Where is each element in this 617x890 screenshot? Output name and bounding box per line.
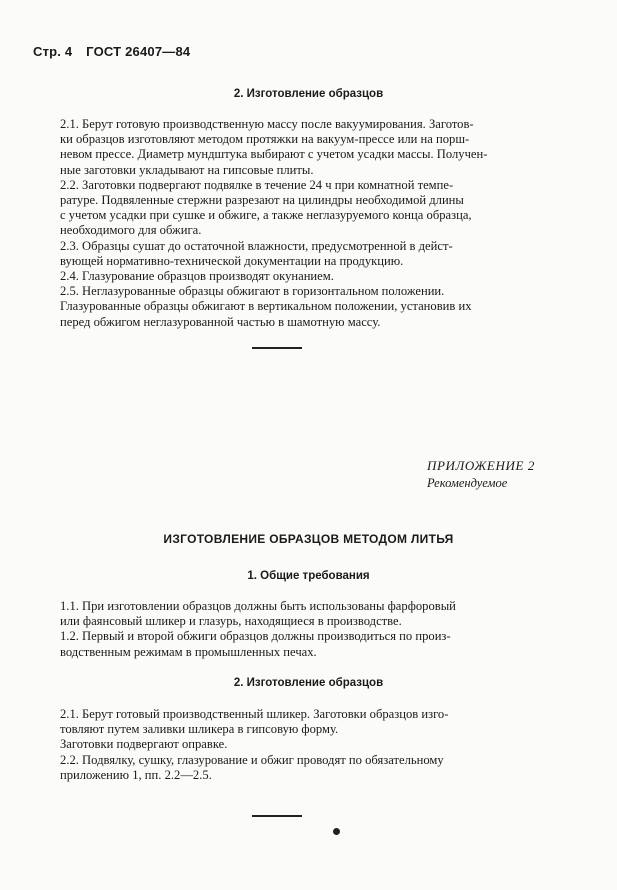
text-line: Заготовки подвергают оправке. (60, 737, 228, 752)
section1-title: 1. Общие требования (247, 570, 370, 582)
text-line: 2.2. Заготовки подвергают подвялке в течение 24 ч при комнатной темпе- (60, 177, 454, 192)
section-top-title: 2. Изготовление образцов (233, 88, 384, 100)
text-line: водственным режимам в промышленных печах. (60, 644, 317, 659)
ink-dot (333, 828, 340, 835)
section2-body (60, 707, 547, 783)
text-line: ратуре. Подвяленные стержни разрезают на цилиндры необходимой длины (60, 193, 464, 208)
text-line: 2.1. Берут готовую производственную массу после вакуумирования. Заготов- (60, 117, 474, 131)
divider-rule (252, 347, 302, 349)
text-line: Глазурованные образцы обжигают в вертикальном положении, установив их (60, 299, 472, 314)
section-top-body (60, 117, 547, 330)
text-line: 2.2. Подвялку, сушку, глазурование и обжиг проводят по обязательному (60, 752, 444, 767)
text-line: 2.5. Неглазурованные образцы обжигают в горизонтальном положении. (60, 284, 445, 299)
text-line: ки образцов изготовляют методом протяжки на вакуум-прессе или на порш- (60, 132, 470, 147)
appendix-label: ПРИЛОЖЕНИЕ 2 (427, 458, 535, 473)
text-line: вующей нормативно-технической документации на продукцию. (60, 253, 404, 268)
text-line: ные заготовки укладывают на гипсовые плиты. (60, 162, 314, 177)
text-line: перед обжигом неглазурованной частью в шамотную массу. (60, 314, 381, 329)
text-line: 1.2. Первый и второй обжиги образцов должны производиться по произ- (60, 629, 451, 644)
text-line: товляют путем заливки шликера в гипсовую форму. (60, 722, 339, 737)
section2-title: 2. Изготовление образцов (233, 677, 384, 689)
text-line: 1.1. При изготовлении образцов должны быть использованы фарфоровый (60, 599, 456, 613)
text-line: необходимого для обжига. (60, 223, 202, 238)
section1-body (60, 599, 547, 660)
standard-number: ГОСТ 26407—84 (86, 44, 191, 59)
text-line: или фаянсовый шликер и глазурь, находящиеся в производстве. (60, 614, 402, 629)
page-number: Стр. 4 (33, 44, 73, 59)
text-line: 2.4. Глазурование образцов производят окунанием. (60, 269, 334, 284)
main-title: ИЗГОТОВЛЕНИЕ ОБРАЗЦОВ МЕТОДОМ ЛИТЬЯ (163, 532, 454, 546)
text-line: приложению 1, пп. 2.2—2.5. (60, 767, 212, 782)
page-header (33, 44, 200, 59)
text-line: невом прессе. Диаметр мундштука выбирают с учетом усадки массы. Получен- (60, 147, 488, 162)
text-line: 2.1. Берут готовый производственный шликер. Заготовки образцов изго- (60, 707, 449, 721)
divider-rule-bottom (252, 815, 302, 817)
text-line: с учетом усадки при сушке и обжиге, а также неглазуруемого конца образца, (60, 208, 472, 223)
appendix-note: Рекомендуемое (427, 476, 508, 490)
text-line: 2.3. Образцы сушат до остаточной влажности, предусмотренной в дейст- (60, 238, 453, 253)
